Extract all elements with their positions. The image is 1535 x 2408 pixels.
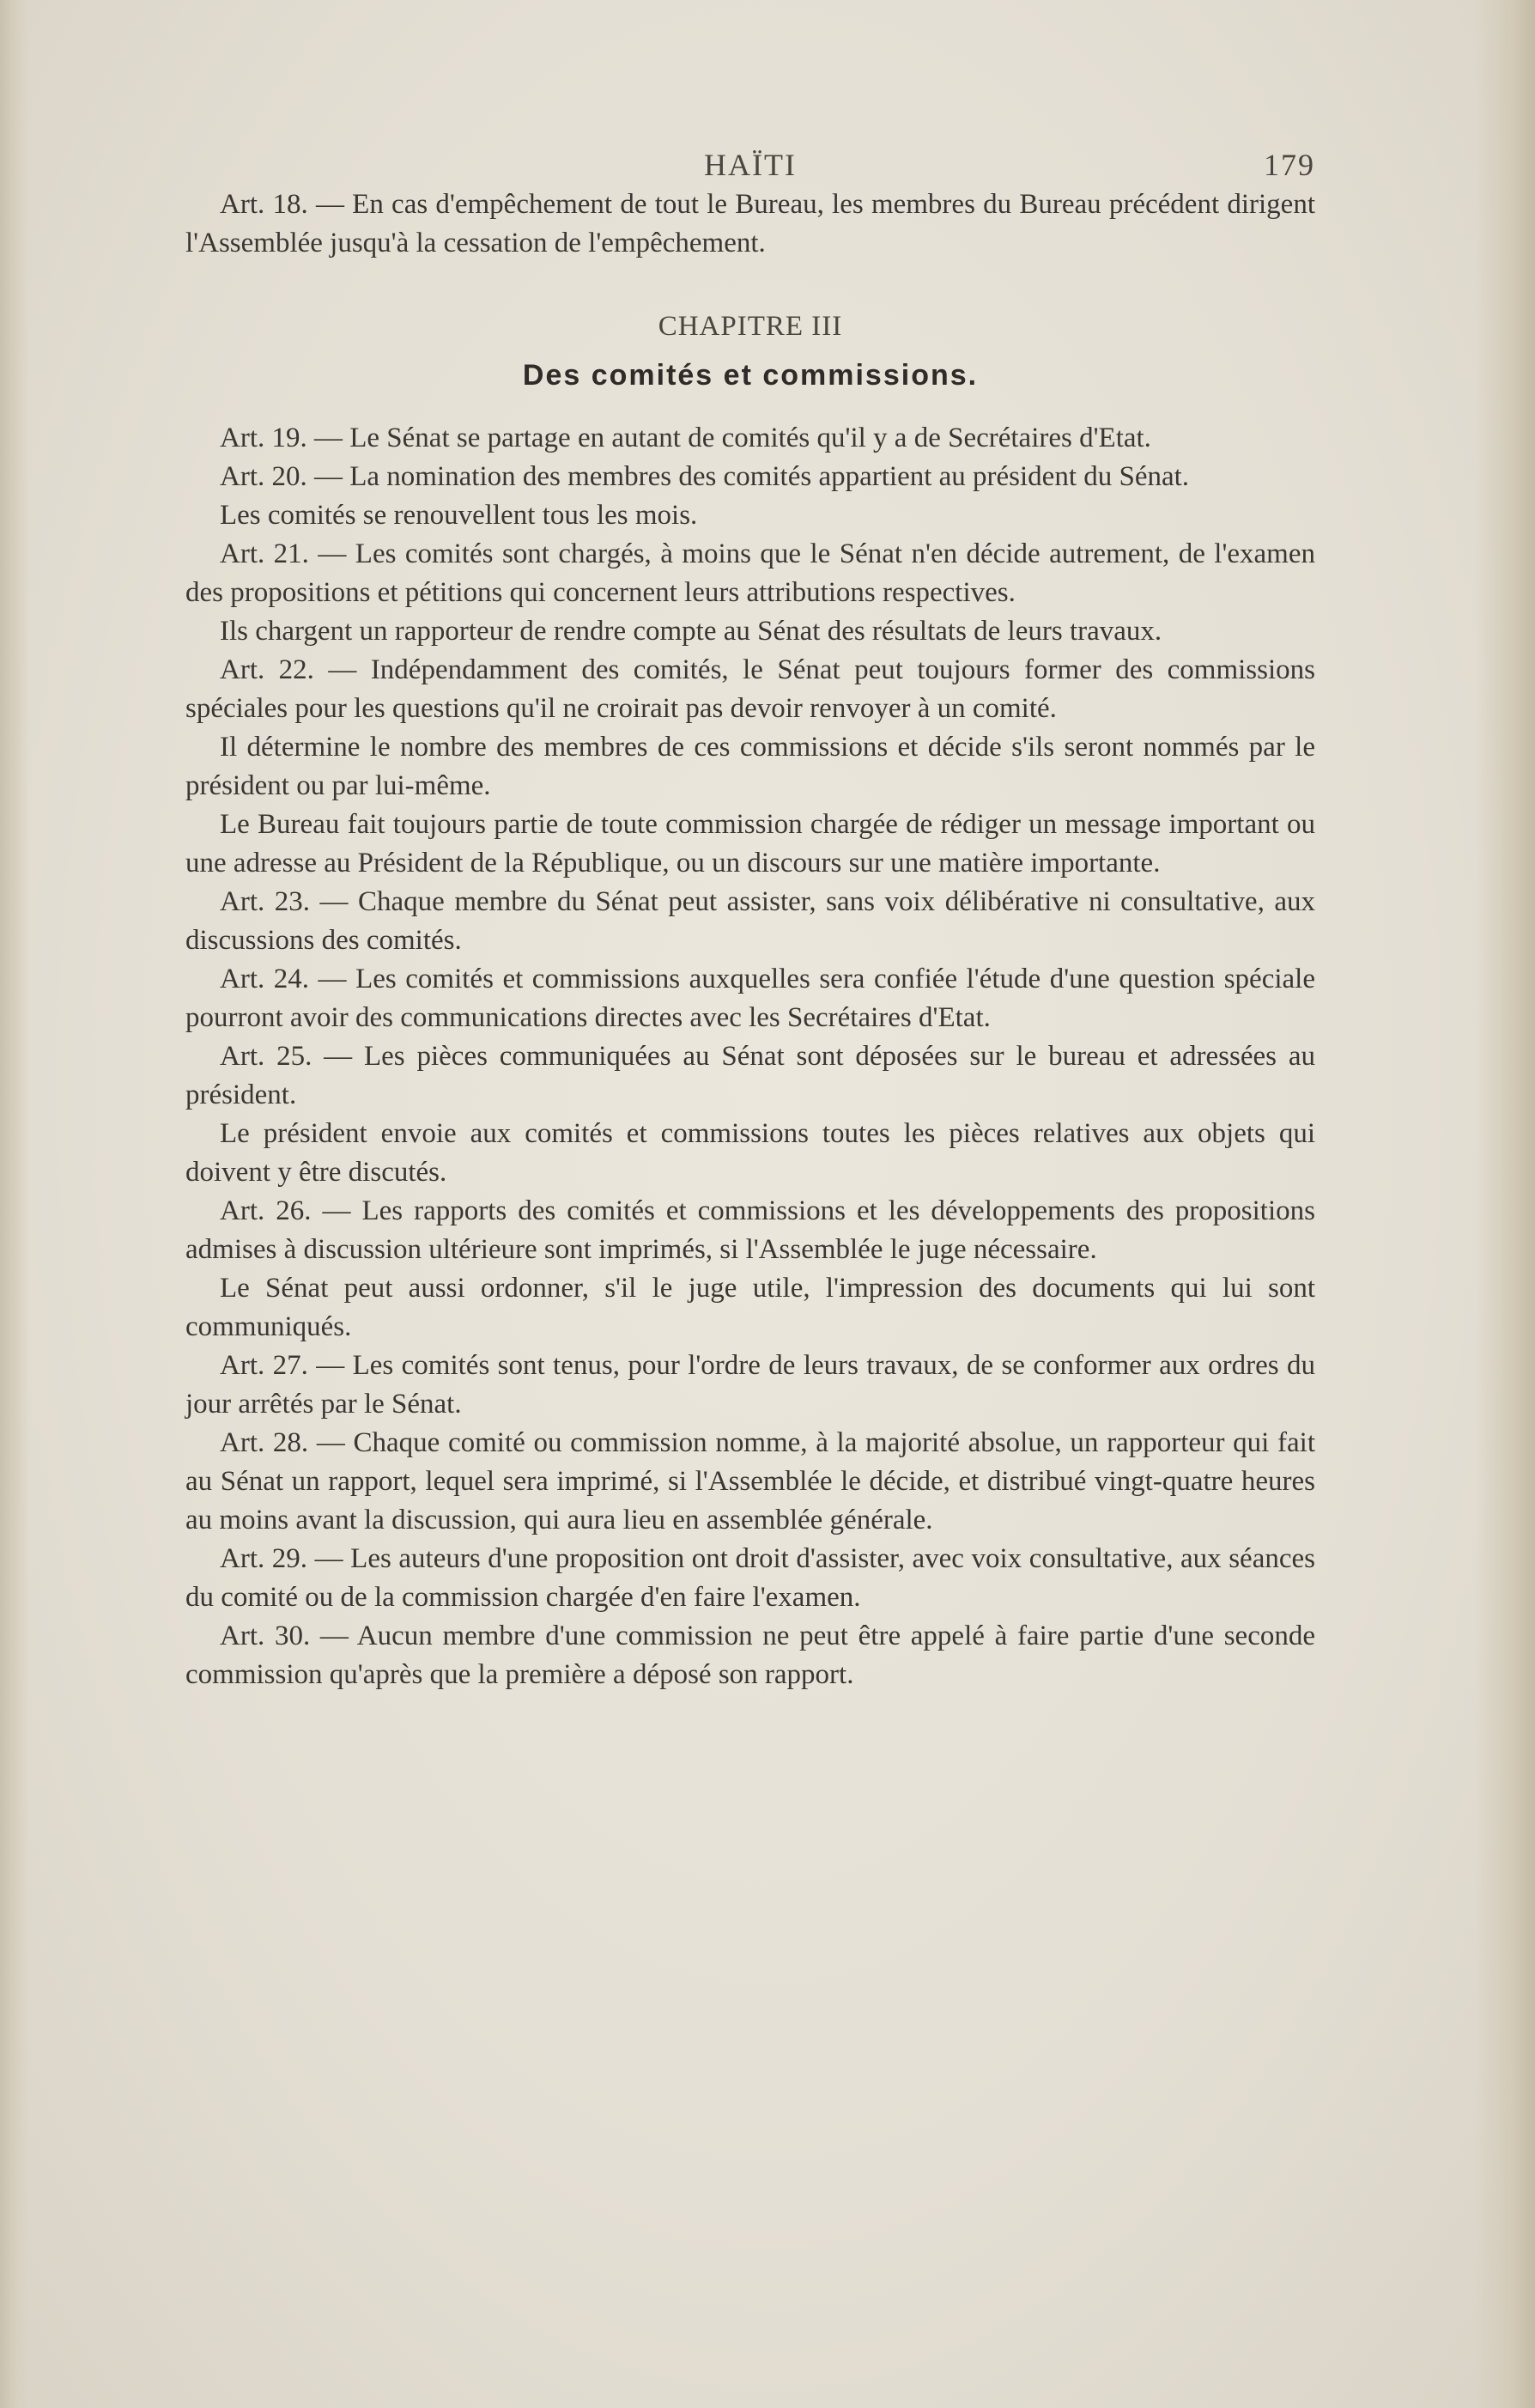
article-26: Art. 26. — Les rapports des comités et commissions et les développements des propositions admises à discussion ultérieure sont imprimés, si l'Assemblée le juge nécessaire. [185, 1195, 1315, 1265]
running-title: HAÏTI [704, 148, 797, 182]
article-20: Art. 20. — La nomination des membres des comités appartient au président du Sénat. [220, 461, 1190, 492]
page-edge-right [1475, 0, 1535, 2408]
article-25-paragraph: Le président envoie aux comités et commissions toutes les pièces relatives aux objets qui doivent y être discutés. [185, 1118, 1315, 1188]
article-28: Art. 28. — Chaque comité ou commission nomme, à la majorité absolue, un rapporteur qui fait au Sénat un rapport, lequel sera imprimé, si l'Assemblée le décide, et distribué vingt-quatre heures au moins avant la discussion, qui aura lieu en assemblée générale. [185, 1427, 1315, 1535]
article-19: Art. 19. — Le Sénat se partage en autant de comités qu'il y a de Secrétaires d'Etat. [220, 423, 1151, 453]
article-27: Art. 27. — Les comités sont tenus, pour l'ordre de leurs travaux, de se conformer aux ordres du jour arrêtés par le Sénat. [185, 1350, 1315, 1420]
article-24: Art. 24. — Les comités et commissions auxquelles sera confiée l'étude d'une question spéciale pourront avoir des communications directes avec les Secrétaires d'Etat. [185, 964, 1315, 1033]
page-text [185, 143, 1315, 1694]
article-29: Art. 29. — Les auteurs d'une proposition ont droit d'assister, avec voix consultative, aux séances du comité ou de la commission chargée d'en faire l'examen. [185, 1543, 1315, 1613]
article-18: Art. 18. — En cas d'empêchement de tout le Bureau, les membres du Bureau précédent dirigent l'Assemblée jusqu'à la cessation de l'empêchement. [185, 189, 1315, 258]
article-30: Art. 30. — Aucun membre d'une commission ne peut être appelé à faire partie d'une seconde commission qu'après que la première a déposé son rapport. [185, 1621, 1315, 1690]
article-22-paragraph-3: Le Bureau fait toujours partie de toute commission chargée de rédiger un message important ou une adresse au Président de la République, ou un discours sur une matière importante. [185, 809, 1315, 879]
article-26-paragraph: Le Sénat peut aussi ordonner, s'il le juge utile, l'impression des documents qui lui sont communiqués. [185, 1273, 1315, 1342]
article-21-paragraph: Ils chargent un rapporteur de rendre compte au Sénat des résultats de leurs travaux. [220, 616, 1162, 647]
article-22: Art. 22. — Indépendamment des comités, le Sénat peut toujours former des commissions spéciales pour les questions qu'il ne croirait pas devoir renvoyer à un comité. [185, 654, 1315, 724]
article-20-paragraph: Les comités se renouvellent tous les mois. [220, 500, 698, 531]
article-25: Art. 25. — Les pièces communiquées au Sénat sont déposées sur le bureau et adressées au président. [185, 1041, 1315, 1110]
chapter-title: Des comités et commissions. [522, 359, 979, 392]
article-23: Art. 23. — Chaque membre du Sénat peut assister, sans voix délibérative ni consultative, aux discussions des comités. [185, 886, 1315, 956]
article-22-paragraph-2: Il détermine le nombre des membres de ces commissions et décide s'ils seront nommés par le président ou par lui-même. [185, 732, 1315, 801]
running-head [185, 143, 1315, 185]
page-edge-left [0, 0, 29, 2408]
article-21: Art. 21. — Les comités sont chargés, à moins que le Sénat n'en décide autrement, de l'examen des propositions et pétitions qui concernent leurs attributions respectives. [185, 538, 1315, 608]
chapter-number: CHAPITRE III [658, 311, 843, 342]
page-number: 179 [1264, 148, 1315, 182]
